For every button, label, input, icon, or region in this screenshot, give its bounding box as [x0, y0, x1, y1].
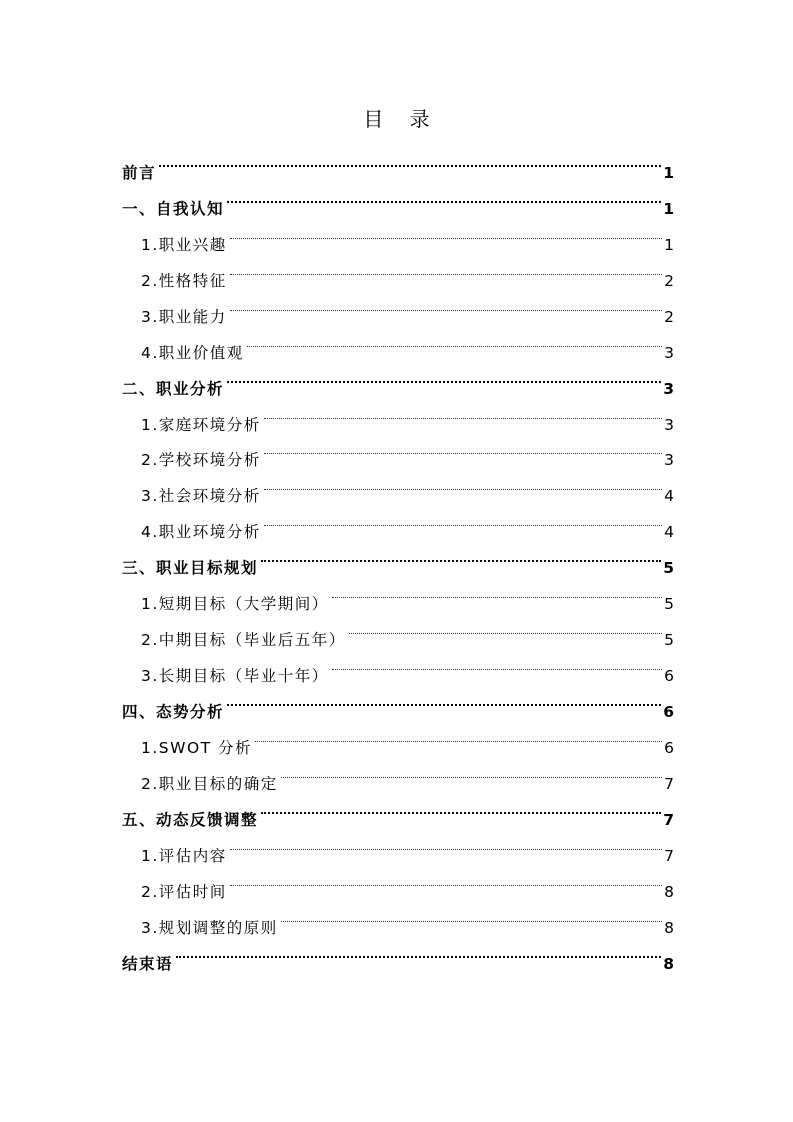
- toc-dot-leader: [264, 394, 662, 430]
- toc-entry-label: 四、态势分析: [122, 703, 225, 721]
- toc-title: 目 录: [363, 107, 440, 131]
- toc-entry-label: 五、动态反馈调整: [122, 810, 259, 829]
- toc-entry-label: 2.中期目标（毕业后五年）: [141, 631, 346, 650]
- toc-dot-leader: [227, 178, 661, 214]
- toc-entry-label: 1.评估内容: [141, 846, 227, 865]
- toc-entry-label: 结束语: [122, 954, 174, 973]
- table-of-contents: [122, 142, 674, 973]
- toc-entry-page-number: 3: [664, 451, 674, 470]
- toc-entry-label: 三、职业目标规划: [122, 559, 259, 578]
- toc-entry-page-number: 3: [663, 379, 674, 398]
- toc-entry-label: 1.职业兴趣: [141, 235, 227, 254]
- toc-entry[interactable]: [122, 933, 674, 973]
- toc-dot-leader: [281, 897, 662, 933]
- toc-entry-label: 4.职业环境分析: [141, 523, 261, 542]
- toc-dot-leader: [261, 537, 661, 573]
- toc-dot-leader: [332, 645, 662, 681]
- toc-entry-label: 3.规划调整的原则: [141, 918, 278, 937]
- toc-entry-page-number: 3: [664, 343, 674, 362]
- toc-entry-page-number: 1: [663, 199, 674, 218]
- toc-entry[interactable]: [122, 178, 674, 218]
- toc-entry-label: 一、自我认知: [122, 199, 225, 218]
- toc-entry-page-number: 7: [664, 774, 674, 793]
- toc-entry-page-number: 4: [664, 523, 674, 542]
- toc-entry-label: 3.职业能力: [141, 307, 227, 326]
- toc-dot-leader: [176, 933, 661, 969]
- toc-entry-label: 前言: [122, 163, 157, 182]
- toc-entry-page-number: 2: [664, 307, 674, 326]
- toc-dot-leader: [230, 286, 662, 322]
- toc-entry-label: 2.职业目标的确定: [141, 774, 278, 793]
- toc-entry-label: 3.社会环境分析: [141, 487, 261, 506]
- toc-entry-page-number: 4: [664, 487, 674, 506]
- toc-entry-label: 4.职业价值观: [141, 343, 244, 362]
- toc-entry-label: 二、职业分析: [122, 379, 225, 398]
- toc-entry-label: 1.家庭环境分析: [141, 415, 261, 434]
- toc-dot-leader: [264, 501, 662, 537]
- toc-dot-leader: [227, 358, 661, 394]
- toc-entry-page-number: 8: [664, 882, 674, 901]
- toc-dot-leader: [230, 214, 662, 250]
- toc-entry-page-number: 6: [664, 738, 674, 757]
- toc-entry-page-number: 2: [664, 271, 674, 290]
- toc-dot-leader: [230, 861, 662, 897]
- toc-dot-leader: [281, 753, 662, 789]
- toc-entry-label: 2.学校环境分析: [141, 451, 261, 470]
- toc-entry-page-number: 8: [664, 918, 674, 937]
- toc-entry-page-number: 1: [664, 235, 674, 254]
- toc-dot-leader: [247, 322, 662, 358]
- toc-entry-page-number: 7: [664, 846, 674, 865]
- toc-dot-leader: [332, 573, 662, 609]
- toc-dot-leader: [255, 717, 662, 753]
- toc-entry-page-number: 1: [663, 163, 674, 182]
- toc-dot-leader: [159, 142, 661, 178]
- toc-dot-leader: [264, 430, 662, 466]
- toc-entry-page-number: 6: [664, 667, 674, 686]
- toc-entry[interactable]: [122, 142, 674, 182]
- toc-dot-leader: [261, 789, 661, 825]
- toc-entry-page-number: 6: [663, 703, 674, 721]
- toc-entry-page-number: 3: [664, 415, 674, 434]
- toc-dot-leader: [230, 250, 662, 286]
- toc-dot-leader: [264, 465, 662, 501]
- toc-entry-page-number: 8: [663, 954, 674, 973]
- toc-entry-page-number: 7: [663, 810, 674, 829]
- toc-entry-page-number: 5: [664, 595, 674, 614]
- toc-entry-label: 2.评估时间: [141, 882, 227, 901]
- toc-entry-label: 1.短期目标（大学期间）: [141, 595, 329, 614]
- toc-dot-leader: [349, 609, 662, 645]
- toc-dot-leader: [227, 681, 661, 717]
- toc-entry-page-number: 5: [664, 631, 674, 650]
- toc-entry-label: 1.SWOT 分析: [141, 738, 253, 757]
- toc-entry-label: 2.性格特征: [141, 271, 227, 290]
- toc-dot-leader: [230, 825, 662, 861]
- toc-entry-page-number: 5: [663, 559, 674, 578]
- toc-entry-label: 3.长期目标（毕业十年）: [141, 667, 329, 686]
